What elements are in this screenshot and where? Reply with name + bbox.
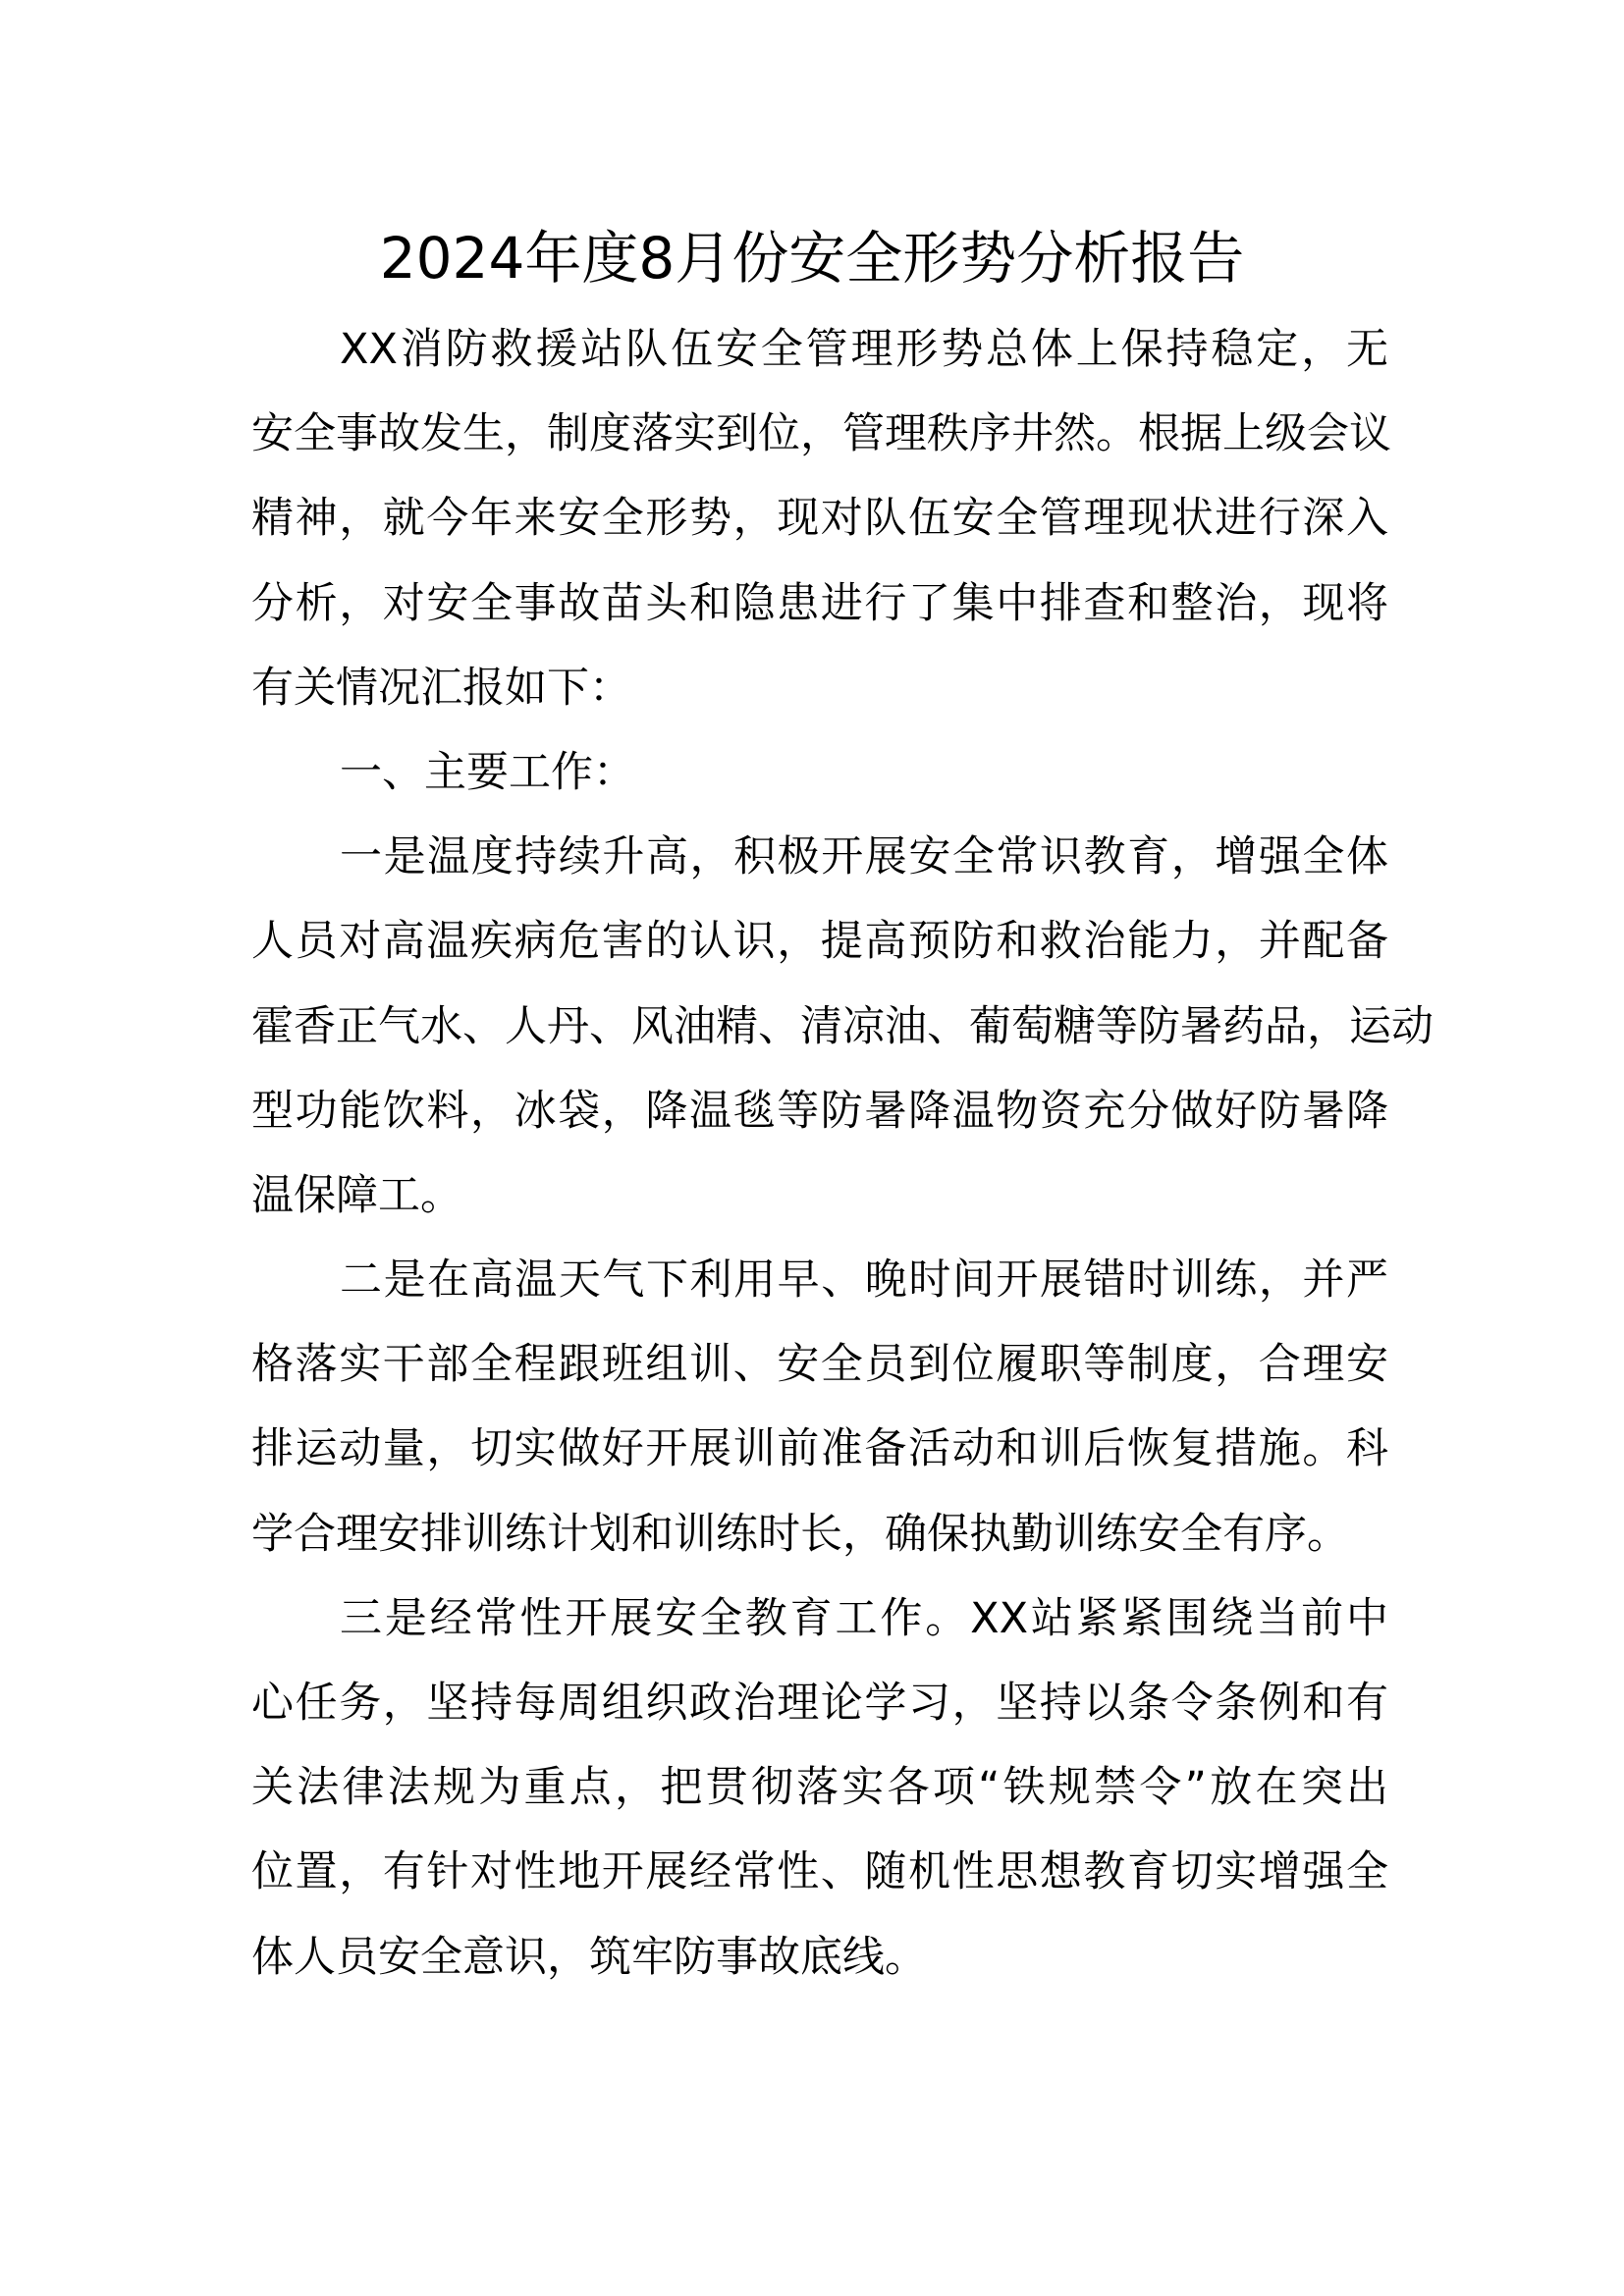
text-line: 关法律法规为重点，把贯彻落实各项“铁规禁令”放在突出 bbox=[251, 1763, 1388, 1813]
section-heading bbox=[251, 730, 1388, 815]
paragraph bbox=[251, 307, 1391, 730]
text-line: 一是温度持续升高，积极开展安全常识教育，增强全体 bbox=[340, 832, 1388, 882]
text-line: 型功能饮料，冰袋，降温毯等防暑降温物资充分做好防暑降 bbox=[251, 1086, 1388, 1136]
paragraph bbox=[251, 1238, 1388, 1576]
text-line: 一、主要工作： bbox=[340, 747, 635, 797]
text-line: 二是在高温天气下利用早、晚时间开展错时训练，并严 bbox=[340, 1255, 1388, 1306]
text-line: 分析，对安全事故苗头和隐患进行了集中排查和整治，现将 bbox=[251, 578, 1388, 628]
text-line: 有关情况汇报如下： bbox=[251, 663, 631, 713]
document-body bbox=[251, 307, 1434, 2000]
text-line: 人员对高温疾病危害的认识，提高预防和救治能力，并配备 bbox=[251, 917, 1388, 967]
text-line: XX消防救援站队伍安全管理形势总体上保持稳定，无 bbox=[340, 325, 1388, 374]
text-line: 安全事故发生，制度落实到位，管理秩序井然。根据上级会议 bbox=[251, 409, 1391, 459]
text-line: 排运动量，切实做好开展训前准备活动和训后恢复措施。科 bbox=[251, 1424, 1388, 1474]
text-line: 体人员安全意识，筑牢防事故底线。 bbox=[251, 1932, 927, 1982]
paragraph bbox=[251, 1576, 1388, 2000]
text-line: 格落实干部全程跟班组训、安全员到位履职等制度，合理安 bbox=[251, 1340, 1388, 1390]
document-title: 2024年度8月份安全形势分析报告 bbox=[379, 225, 1245, 292]
text-line: 温保障工。 bbox=[251, 1170, 462, 1220]
text-line: 位置，有针对性地开展经常性、随机性思想教育切实增强全 bbox=[251, 1847, 1388, 1897]
text-line: 心任务，坚持每周组织政治理论学习，坚持以条令条例和有 bbox=[251, 1679, 1388, 1728]
text-line: 精神，就今年来安全形势，现对队伍安全管理现状进行深入 bbox=[251, 494, 1388, 544]
text-line: 三是经常性开展安全教育工作。XX站紧紧围绕当前中 bbox=[340, 1593, 1388, 1643]
text-line: 学合理安排训练计划和训练时长，确保执勤训练安全有序。 bbox=[251, 1509, 1349, 1559]
text-line: 霍香正气水、人丹、风油精、清凉油、葡萄糖等防暑药品，运动 bbox=[251, 1001, 1434, 1051]
paragraph bbox=[251, 815, 1434, 1238]
